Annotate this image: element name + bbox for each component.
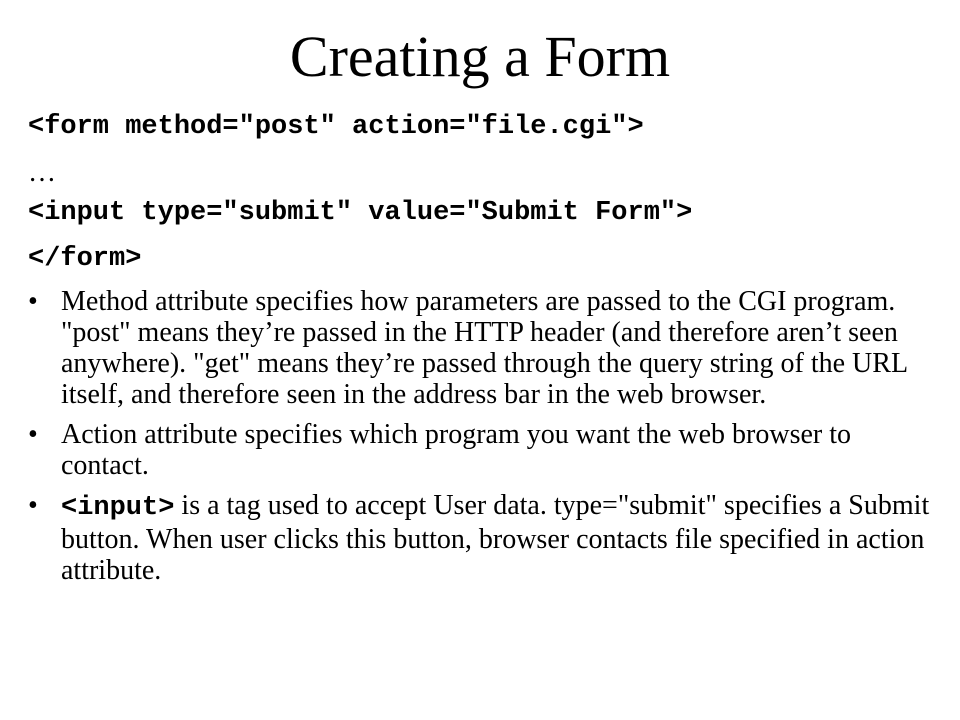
code-input-submit: <input type="submit" value="Submit Form">: [28, 198, 693, 228]
bullet-input-text: is a tag used to accept User data. type="submit" specifies a Submit button. When user clicks this button, browser contacts file specified in action attribute.: [61, 490, 930, 586]
code-ellipsis: …: [28, 157, 56, 188]
bullet-dot-icon: •: [28, 419, 38, 450]
bullet-dot-icon: •: [28, 286, 38, 317]
code-form-open: <form method="post" action="file.cgi">: [28, 112, 644, 142]
bullet-method: [28, 286, 938, 410]
code-form-close: </form>: [28, 244, 142, 274]
bullet-method-text: Method attribute specifies how parameters are passed to the CGI program. "post" means they’re passed in the HTTP header (and therefore aren’t seen anywhere). "get" means they’re passed through the query string of the URL itself, and therefore seen in the address bar in the web browser.: [61, 286, 908, 410]
bullet-input: [28, 490, 938, 586]
slide-content: [28, 104, 938, 595]
bullet-input-code: <input>: [61, 493, 175, 523]
bullet-dot-icon: •: [28, 490, 38, 521]
slide-title: Creating a Form: [289, 24, 671, 89]
bullet-action-text: Action attribute specifies which program you want the web browser to contact.: [61, 419, 852, 481]
bullet-list: [28, 286, 938, 586]
bullet-action: [28, 419, 938, 481]
